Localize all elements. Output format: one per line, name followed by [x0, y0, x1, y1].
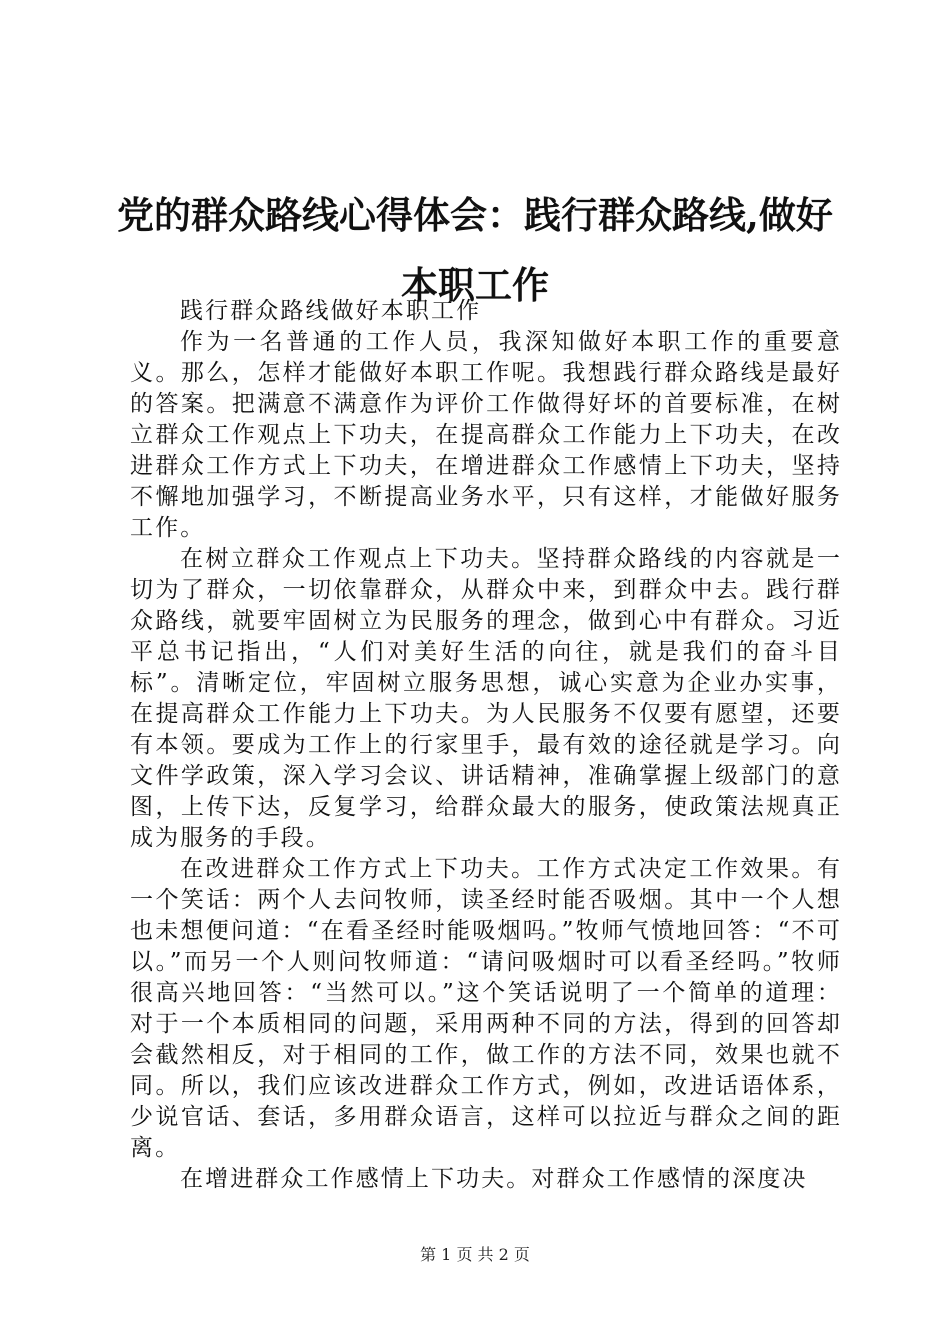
body-paragraph: 在增进群众工作感情上下功夫。对群众工作感情的深度决: [180, 1166, 808, 1192]
subtitle-paragraph: 践行群众路线做好本职工作: [180, 298, 482, 324]
body-paragraph: 在改进群众工作方式上下功夫。工作方式决定工作效果。有一个笑话：两个人去问牧师，读圣经时能否吸烟。其中一个人想也未想便问道：“在看圣经时能吸烟吗。”牧师气愤地回答：“不可以。”而另一个人则问牧师道：“请问吸烟时可以看圣经吗。”牧师很高兴地回答：“当然可以。”这个笑话说明了一个简单的道理：对于一个本质相同的问题，采用两种不同的方法，得到的回答却会截然相反，对于相同的工作，做工作的方法不同，效果也就不同。所以，我们应该改进群众工作方式，例如，改进话语体系，少说官话、套话，多用群众语言，这样可以拉近与群众之间的距离。: [130, 856, 842, 1161]
body-paragraph: 在树立群众工作观点上下功夫。坚持群众路线的内容就是一切为了群众，一切依靠群众，从群众中来，到群众中去。践行群众路线，就要牢固树立为民服务的理念，做到心中有群众。习近平总书记指出，“人们对美好生活的向往，就是我们的奋斗目标”。清晰定位，牢固树立服务思想，诚心实意为企业办实事，在提高群众工作能力上下功夫。为人民服务不仅要有愿望，还要有本领。要成为工作上的行家里手，最有效的途径就是学习。向文件学政策，深入学习会议、讲话精神，准确掌握上级部门的意图，上传下达，反复学习，给群众最大的服务，使政策法规真正成为服务的手段。: [130, 546, 842, 851]
page-footer: 第 1 页 共 2 页: [420, 1245, 530, 1264]
body-paragraph: 作为一名普通的工作人员，我深知做好本职工作的重要意义。那么，怎样才能做好本职工作呢。我想践行群众路线是最好的答案。把满意不满意作为评价工作做得好坏的首要标准，在树立群众工作观点上下功夫，在提高群众工作能力上下功夫，在改进群众工作方式上下功夫，在增进群众工作感情上下功夫，坚持不懈地加强学习，不断提高业务水平，只有这样，才能做好服务工作。: [130, 329, 842, 541]
document-title: 党的群众路线心得体会：践行群众路线,做好本职工作: [117, 193, 833, 307]
document-body: [130, 296, 842, 1195]
